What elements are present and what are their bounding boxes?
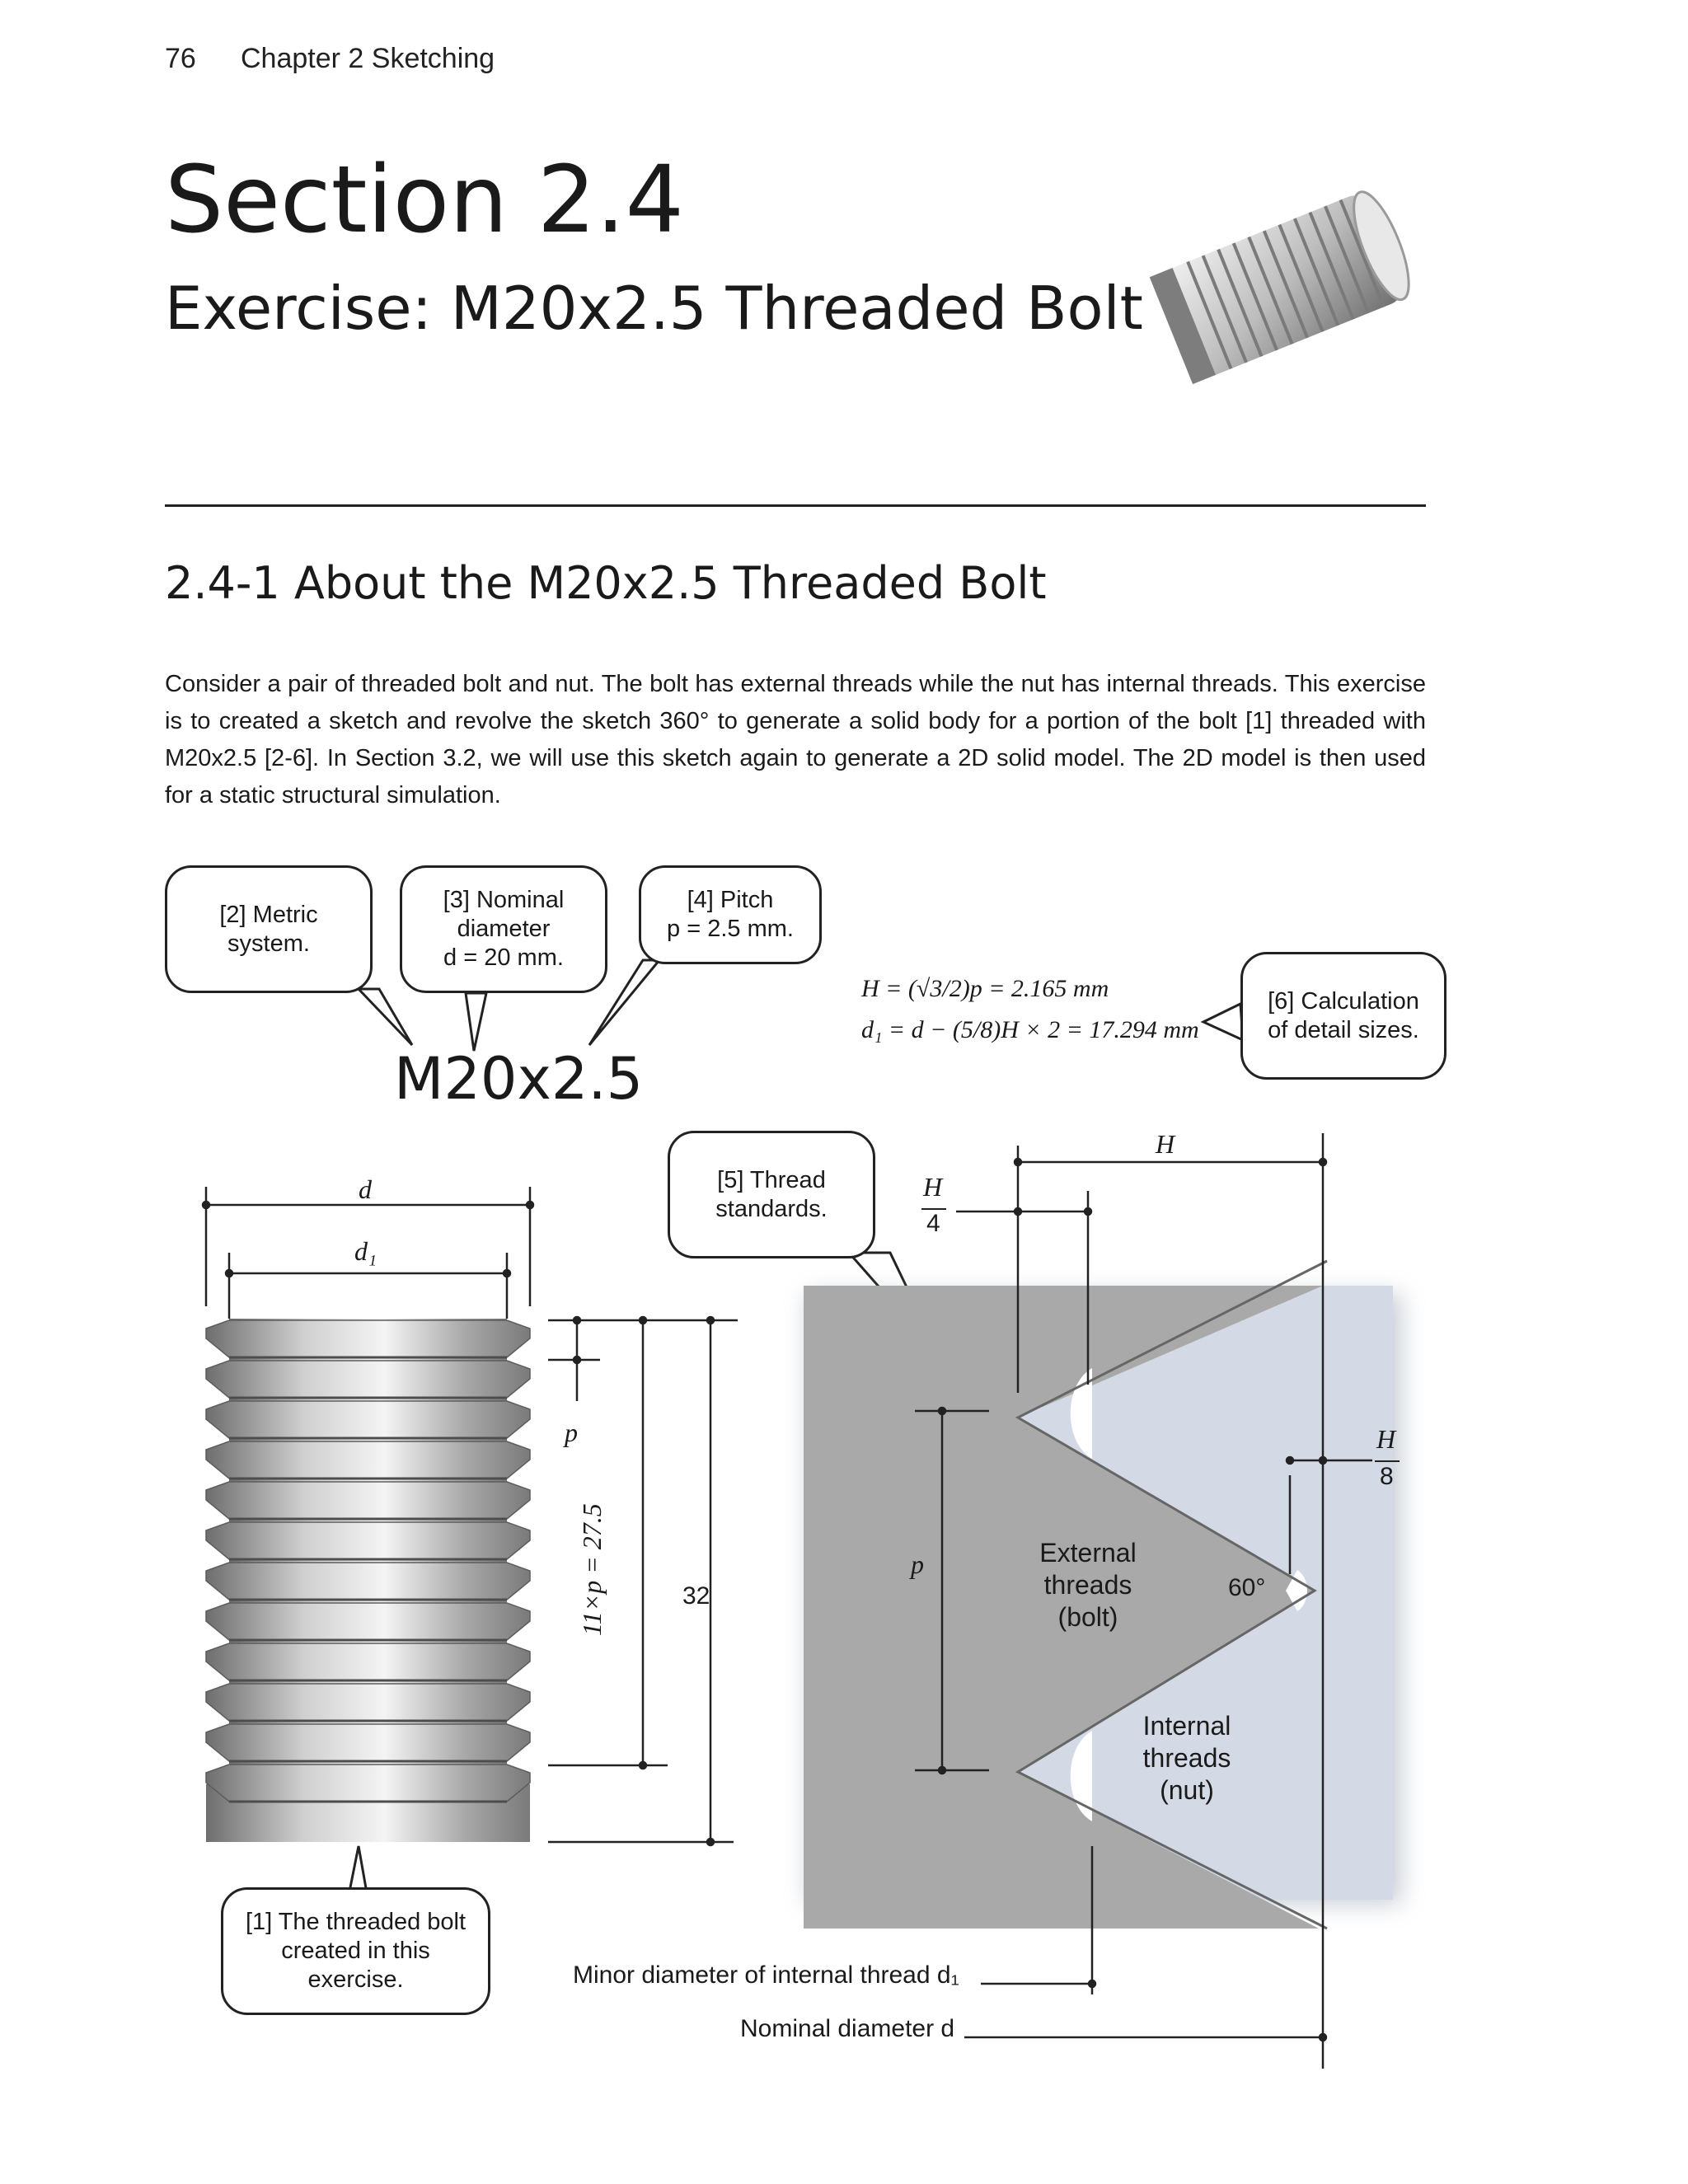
bolt-thread-tooth <box>206 1320 530 1357</box>
callout-threaded-bolt: [1] The threaded bolt created in this exercise. <box>221 1887 490 2015</box>
bolt-thread-tooth <box>206 1401 530 1438</box>
callout-calculation: [6] Calculation of detail sizes. <box>1240 952 1447 1080</box>
dim-label-32: 32 <box>682 1582 710 1610</box>
dim-label-p-right: p <box>911 1549 924 1579</box>
bolt-thread-tooth <box>206 1765 530 1802</box>
thread-designation: M20x2.5 <box>394 1045 644 1113</box>
external-threads-label: External threads (bolt) <box>1039 1538 1137 1632</box>
dim-label-11p: 11×p = 27.5 <box>577 1503 607 1636</box>
callout-metric: [2] Metric system. <box>165 865 373 993</box>
internal-threads-label: Internal threads (nut) <box>1142 1711 1231 1805</box>
bolt-thread-tooth <box>206 1724 530 1761</box>
callout-thread-standards: [5] Thread standards. <box>668 1131 875 1258</box>
subsection-title: 2.4-1 About the M20x2.5 Threaded Bolt <box>165 557 1047 609</box>
dim-label-H: H <box>1156 1129 1175 1159</box>
bolt-thread-tooth <box>206 1441 530 1479</box>
dim-label-d1: d₁ <box>354 1236 377 1266</box>
dim-label-H4-den: 4 <box>926 1210 940 1237</box>
bolt-thread-tooth <box>206 1361 530 1398</box>
nominal-diameter-label: Nominal diameter d <box>740 2015 955 2042</box>
formula-H: H = (√3/2)p = 2.165 mm <box>861 975 1109 1002</box>
bolt-thread-tooth <box>206 1522 530 1559</box>
dim-label-d: d <box>359 1174 372 1204</box>
bolt-thread-tooth <box>206 1482 530 1519</box>
formula-d1: d₁ = d − (5/8)H × 2 = 17.294 mm <box>861 1016 1199 1043</box>
page-number: 76 <box>165 43 196 74</box>
chapter-header: Chapter 2 Sketching <box>241 43 495 74</box>
dim-label-H8-num: H <box>1376 1424 1396 1454</box>
thread-angle-label: 60° <box>1228 1574 1266 1601</box>
tail-metric <box>359 989 412 1045</box>
bolt-drawing <box>206 1319 530 1842</box>
callout-pitch: [4] Pitch p = 2.5 mm. <box>639 865 822 964</box>
bolt-thread-tooth <box>206 1603 530 1640</box>
exercise-title: Exercise: M20x2.5 Threaded Bolt <box>165 274 1143 343</box>
dim-label-p-left: p <box>565 1418 578 1447</box>
section-title: Section 2.4 <box>165 147 684 254</box>
body-paragraph: Consider a pair of threaded bolt and nut. The bolt has external threads while the nut has internal threads. This exercise is to created a sketch and revolve the sketch 360° to generate a solid body for a portion of the bolt [1] threaded with M20x2.5 [2-6]. In Section 3.2, we will use this sketch again to generate a 2D solid model. The 2D model is then used for a static structural simulation. <box>165 671 1426 808</box>
fraction-bar-H8 <box>1375 1460 1400 1462</box>
bolt-thread-tooth <box>206 1563 530 1600</box>
bolt-thread-tooth <box>206 1643 530 1680</box>
tail-calc <box>1203 1004 1243 1040</box>
dim-label-H4-num: H <box>923 1172 943 1202</box>
minor-diameter-label: Minor diameter of internal thread d₁ <box>573 1961 959 1989</box>
callout-nominal-diameter: [3] Nominal diameter d = 20 mm. <box>400 865 607 993</box>
dim-label-H8-den: 8 <box>1380 1463 1394 1490</box>
bolt-thread-tooth <box>206 1684 530 1721</box>
tail-nominal <box>466 993 486 1051</box>
